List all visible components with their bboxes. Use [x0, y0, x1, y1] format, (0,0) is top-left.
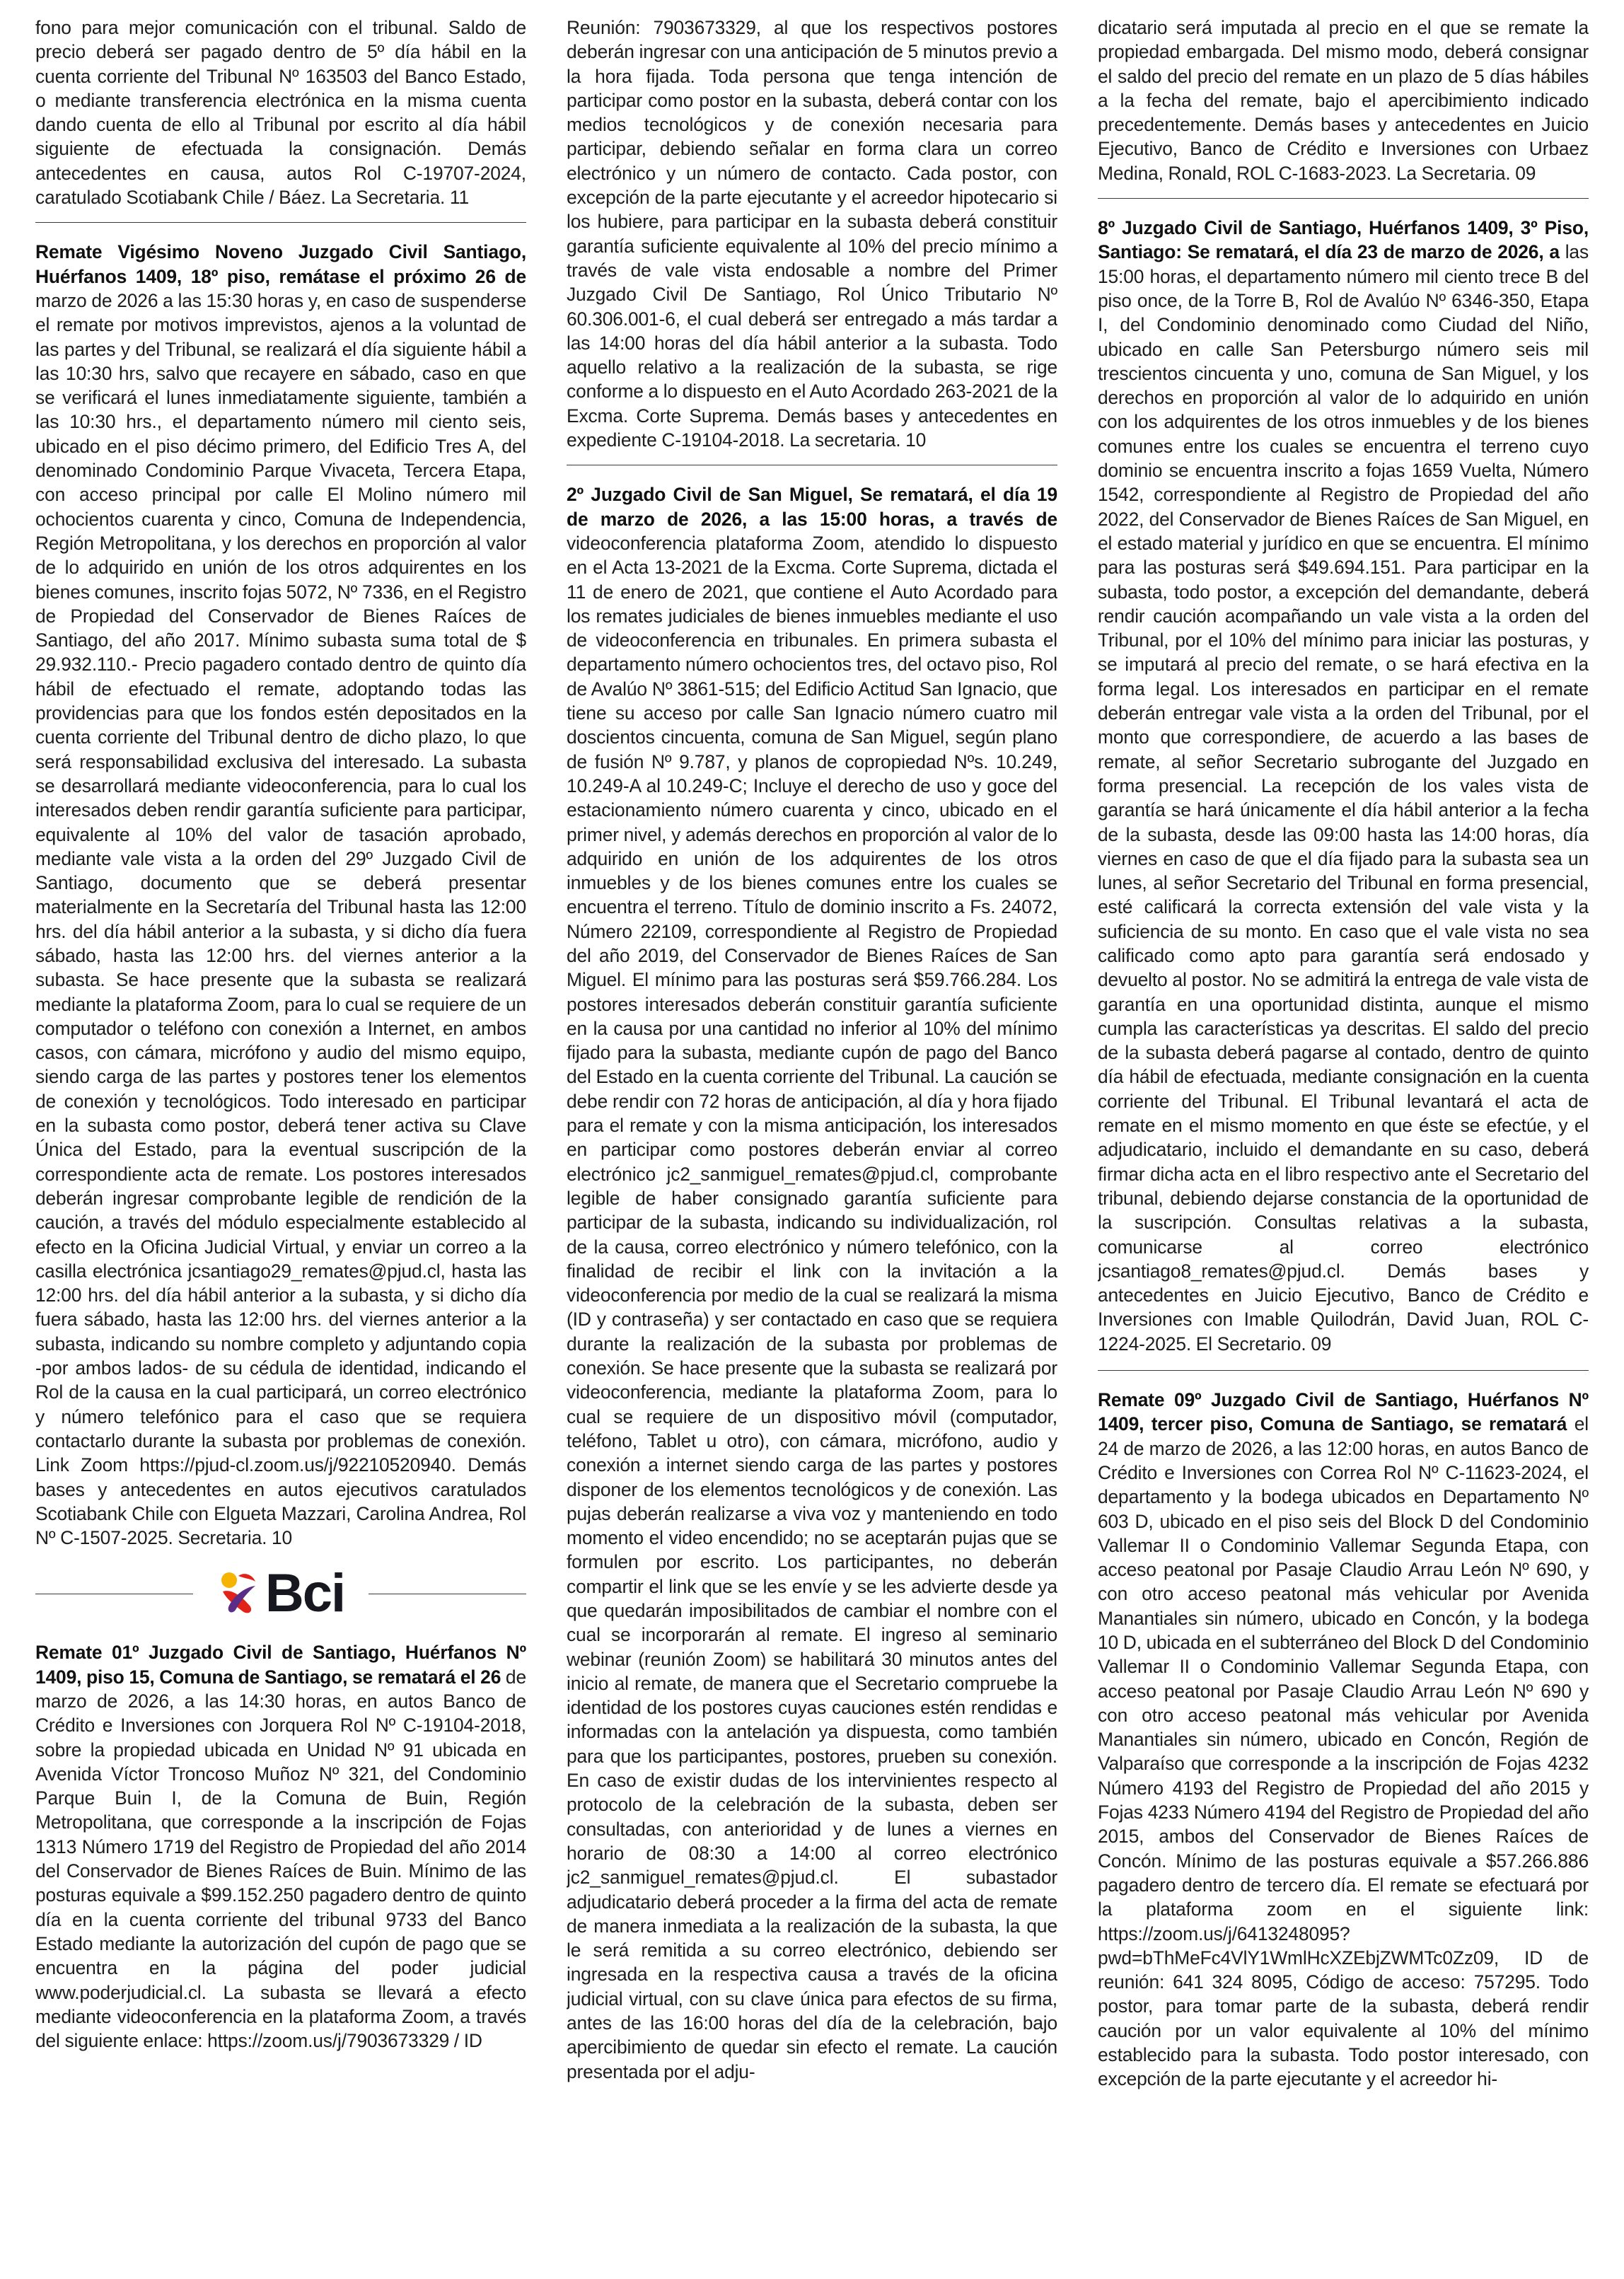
notice-2-juzgado-san-miguel [567, 482, 1057, 2084]
notice-continuation [35, 16, 526, 209]
notice-body: fono para mejor comunicación con el tribunal. Saldo de precio deberá ser pagado dentro de 5º día hábil en la cuenta corriente del Tribunal Nº 163503 del Banco Estado, o mediante transferencia electrónica en la misma cuenta dando cuenta de ello al Tribunal por escrito al día hábil siguiente de efectuada la consignación. Demás antecedentes en causa, autos Rol C-19707-2024, caratulado Scotiabank Chile / Báez. La Secretaria. 11 [35, 17, 526, 209]
notice-continuation [567, 16, 1057, 452]
notice-8-juzgado [1098, 216, 1589, 1356]
bci-logo [217, 1563, 345, 1624]
notice-lead: Remate 01º Juzgado Civil de Santiago, Huérfanos Nº 1409, piso 15, Comuna de Santiago, se rematará el 26 [35, 1642, 526, 1688]
bci-emblem-icon [217, 1570, 261, 1617]
notice-divider [1098, 198, 1589, 199]
advertiser-logo-band [35, 1560, 526, 1628]
notice-body: las 15:00 horas, el departamento número mil ciento trece B del piso once, de la Torre B, Rol de Avalúo Nº 6346-350, Etapa I, del Condominio denominado como Ciudad del Niño, ubicado en calle San Petersburgo número seis mil trescientos cincuenta y uno, comuna de San Miguel, y los derechos en proporción al valor de lo adquirido en unión con los adquirentes de los otros inmuebles y de los bienes comunes entre los cuales se encuentra el terreno cuyo dominio se encuentra inscrito a fojas 1659 Vuelta, Número 1542, correspondiente al Registro de Propiedad del año 2022, del Conservador de Bienes Raíces de San Miguel, en el estado material y jurídico en que se encuentra. El mínimo para las posturas será $49.694.151. Para participar en la subasta, todo postor, a excepción del demandante, deberá rendir caución acompañando un vale vista a la orden del Tribunal, por el 10% del mínimo para iniciar las posturas, y se imputará al precio del remate, o se hará efectiva en la forma legal. Los interesados en participar en el remate deberán entregar vale vista a la orden del Tribunal, por el monto que correspondiere, de acuerdo a las bases de remate, al señor Secretario subrogante del Juzgado en forma presencial. La recepción de los vales vista de garantía se hará únicamente el día hábil anterior a la fecha de la subasta, desde las 09:00 hasta las 14:00 horas, día viernes en caso de que el día fijado para la subasta sea un lunes, al señor Secretario del Tribunal en forma presencial, esté calificará la correcta extensión del vale vista y la suficiencia de su monto. En caso que el vale vista no sea calificado como apto para garantía será endosado y devuelto al postor. No se admitirá la entrega de vale vista de garantía en una oportunidad distinta, aunque el mismo cumpla las características ya descritas. El saldo del precio de la subasta deberá pagarse al contado, dentro de quinto día hábil de efectuada, mediante consignación en la cuenta corriente del Tribunal. El Tribunal levantará el acta de remate en el mismo momento en que éste se efectúe, y el adjudicatario, incluido el demandante en su caso, deberá firmar dicha acta en el libro respectivo ante el Secretario del tribunal, debiendo dejarse constancia de la oportunidad de la suscripción. Consultas relativas a la subasta, comunicarse al correo electrónico jcsantiago8_remates@pjud.cl. Demás bases y antecedentes en Juicio Ejecutivo, Banco de Crédito e Inversiones con Imable Quilodrán, David Juan, ROL C-1224-2025. El Secretario. 09 [1098, 241, 1589, 1355]
notice-continuation [1098, 16, 1589, 185]
notice-body: de marzo de 2026, a las 14:30 horas, en autos Banco de Crédito e Inversiones con Jorquera Rol Nº C-19104-2018, sobre la propiedad ubicada en Unidad Nº 91 ubicada en Avenida Víctor Troncoso Muñoz Nº 321, del Condominio Parque Buin I, de la Comuna de Buin, Región Metropolitana, que corresponde a la inscripción de Fojas 1313 Número 1719 del Registro de Propiedad del año 2014 del Conservador de Bienes Raíces de Buin. Mínimo de las posturas equivale a $99.152.250 pagadero dentro de quinto día en la cuenta corriente del tribunal 9733 del Banco Estado mediante la autorización del cupón de pago que se encuentra en la página del poder judicial www.poderjudicial.cl. La subasta se llevará a efecto mediante videoconferencia en la plataforma Zoom, a través del siguiente enlace: https://zoom.us/j/7903673329 / ID [35, 1666, 526, 2052]
newspaper-page [35, 16, 1589, 2265]
notice-divider [35, 222, 526, 223]
notice-divider [1098, 1370, 1589, 1371]
notice-body: marzo de 2026 a las 15:30 horas y, en caso de suspenderse el remate por motivos imprevistos, ajenos a la voluntad de las partes y del Tribunal, se realizará el día siguiente hábil a las 10:30 hrs, salvo que recayere en sábado, caso en que se verificará el lunes inmediatamente siguiente, también a las 10:30 hrs., el departamento número mil ciento seis, ubicado en el piso décimo primero, del Edificio Tres A, del denominado Condominio Parque Vivaceta, Tercera Etapa, con acceso principal por calle El Molino número mil ochocientos cuarenta y cinco, Comuna de Independencia, Región Metropolitana, y los derechos en proporción al valor de lo adquirido en unión de los otros adquirentes en los bienes comunes, inscrito fojas 5072, Nº 7336, en el Registro de Propiedad del Conservador de Bienes Raíces de Santiago, del año 2017. Mínimo subasta suma total de $ 29.932.110.- Precio pagadero contado dentro de quinto día hábil de efectuado el remate, adoptando todas las providencias para que los fondos estén depositados en la cuenta corriente del Tribunal dentro de dicho plazo, lo que será responsabilidad exclusiva del interesado. La subasta se desarrollará mediante videoconferencia, para lo cual los interesados deben rendir garantía suficiente para participar, equivalente al 10% del valor de tasación aprobado, mediante vale vista a la orden del 29º Juzgado Civil de Santiago, documento que se deberá presentar materialmente en la Secretaría del Tribunal hasta las 12:00 hrs. del día hábil anterior a la subasta, y si dicho día fuera sábado, hasta las 12:00 hrs. del viernes anterior a la subasta. Se hace presente que la subasta se realizará mediante la plataforma Zoom, para lo cual se requiere de un computador o teléfono con conexión a Internet, en ambos casos, con cámara, micrófono y audio del mismo equipo, siendo carga de las partes y postores tener los elementos de conexión y tecnológicos. Todo interesado en participar en la subasta como postor, deberá tener activa su Clave Única del Estado, para la eventual suscripción de la correspondiente acta de remate. Los postores interesados deberán ingresar comprobante legible de rendición de la caución, a través del módulo especialmente establecido al efecto en la Oficina Judicial Virtual, y enviar un correo a la casilla electrónica jcsantiago29_remates@pjud.cl, hasta las 12:00 hrs. del día hábil anterior a la subasta, y si dicho día fuera sábado, hasta las 12:00 hrs. del viernes anterior a la subasta, indicando su nombre completo y adjuntando copia -por ambos lados- de su cédula de identidad, indicando el Rol de la causa en la cual participará, un correo electrónico y número telefónico para el caso que se requiera contactarlo durante la subasta por problemas de conexión. Link Zoom https://pjud-cl.zoom.us/j/92210520940. Demás bases y antecedentes en autos ejecutivos caratulados Scotiabank Chile con Elgueta Mazzari, Carolina Andrea, Rol Nº C-1507-2025. Secretaria. 10 [35, 289, 526, 1549]
notice-lead: 8º Juzgado Civil de Santiago, Huérfanos 1409, 3º Piso, Santiago: Se rematará, el día 23 de marzo de 2026, a [1098, 217, 1589, 263]
notice-lead: Remate Vigésimo Noveno Juzgado Civil Santiago, Huérfanos 1409, 18º piso, remátase el próximo 26 de [35, 241, 526, 287]
notice-01-juzgado [35, 1640, 526, 2053]
notice-body: Reunión: 7903673329, al que los respectivos postores deberán ingresar con una anticipación de 5 minutos previo a la hora fijada. Toda persona que tenga intención de participar como postor en la subasta, deberá contar con los medios tecnológicos y de conexión necesaria para participar, debiendo señalar en forma clara un correo electrónico y un número de contacto. Cada postor, con excepción de la parte ejecutante y el acreedor hipotecario si los hubiere, para participar en la subasta deberá constituir garantía suficiente equivalente al 10% del precio mínimo a través de vale vista endosable a nombre del Primer Juzgado Civil De Santiago, Rol Único Tributario Nº 60.306.001-6, el cual deberá ser entregado a más tardar a las 14:00 horas del día hábil anterior a la subasta. Todo aquello relativo a la realización de la subasta, se rige conforme a lo dispuesto en el Auto Acordado 263-2021 de la Excma. Corte Suprema. Demás bases y antecedentes en expediente C-19104-2018. La secretaria. 10 [567, 17, 1057, 451]
column-1 [35, 16, 526, 2265]
notice-lead: Remate 09º Juzgado Civil de Santiago, Huérfanos Nº 1409, tercer piso, Comuna de Santiago, se rematará [1098, 1389, 1589, 1435]
column-2 [567, 16, 1057, 2265]
notice-09-juzgado [1098, 1388, 1589, 2092]
bci-wordmark: Bci [265, 1563, 345, 1624]
notice-body: el 24 de marzo de 2026, a las 12:00 horas, en autos Banco de Crédito e Inversiones con Correa Rol Nº C-11623-2024, el departamento y la bodega ubicados en Departamento Nº 603 D, ubicado en el piso seis del Block D del Condominio Vallemar II o Condominio Vallemar Segunda Etapa, con acceso peatonal por Pasaje Claudio Arrau León Nº 690, y con otro acceso peatonal más vehicular por Avenida Manantiales sin número, ubicado en Concón, y la bodega 10 D, ubicada en el subterráneo del Block D del Condominio Vallemar II o Condominio Vallemar Segunda Etapa, con acceso peatonal por Pasaje Claudio Arrau León Nº 690 y con otro acceso peatonal más vehicular por Avenida Manantiales sin número, ubicado en Concón, Región de Valparaíso que corresponde a la inscripción de Fojas 4232 Número 4193 del Registro de Propiedad del año 2015 y Fojas 4233 Número 4194 del Registro de Propiedad del año 2015, ambos del Conservador de Bienes Raíces de Concón. Mínimo de las posturas equivale a $57.266.886 pagadero dentro de tercero día. El remate se efectuará por la plataforma zoom en el siguiente link: https://zoom.us/j/6413248095?pwd=bThMeFc4VlY1WmlHcXZEbjZWMTc0Zz09, ID de reunión: 641 324 8095, Código de acceso: 757295. Todo postor, para tomar parte de la subasta, deberá rendir caución por un valor equivalente al 10% del mínimo establecido para la subasta. Todo postor interesado, con excepción de la parte ejecutante y el acreedor hi- [1098, 1413, 1589, 2090]
column-3 [1098, 16, 1589, 2265]
notice-body: videoconferencia plataforma Zoom, atendido lo dispuesto en el Acta 13-2021 de la Excma. Corte Suprema, dictada el 11 de enero de 2021, que contiene el Auto Acordado para los remates judiciales de bienes inmuebles mediante el uso de videoconferencia en tribunales. En primera subasta el departamento número ochocientos tres, del octavo piso, Rol de Avalúo Nº 3861-515; del Edificio Actitud San Ignacio, que tiene su acceso por calle San Ignacio número cuatro mil doscientos cincuenta, comuna de San Miguel, según plano de fusión Nº 9.787, y planos de copropiedad Nºs. 10.249, 10.249-A al 10.249-C; Incluye el derecho de uso y goce del estacionamiento número cuarenta y cinco, ubicado en el primer nivel, y además derechos en proporción al valor de lo adquirido en unión de los adquirentes de los otros inmuebles y de los bienes comunes entre los cuales se encuentra el terreno. Título de dominio inscrito a Fs. 24072, Número 22109, correspondiente al Registro de Propiedad del año 2019, del Conservador de Bienes Raíces de San Miguel. El mínimo para las posturas será $59.766.284. Los postores interesados deberán constituir garantía suficiente en la causa por una cantidad no inferior al 10% del mínimo fijado para la subasta, mediante cupón de pago del Banco del Estado en la cuenta corriente del Tribunal. La caución se debe rendir con 72 horas de anticipación, al día y hora fijado para el remate y con la misma anticipación, los interesados en participar como postores deberán enviar al correo electrónico jc2_sanmiguel_remates@pjud.cl, comprobante legible de haber consignado garantía suficiente para participar de la subasta, indicando su individualización, rol de la causa, correo electrónico y número telefónico, con la finalidad de recibir el link con la invitación a la videoconferencia por medio de la cual se realizará la misma (ID y contraseña) y ser contactado en caso que se requiera durante la realización de la subasta por problemas de conexión. Se hace presente que la subasta se realizará por videoconferencia, mediante la plataforma Zoom, para lo cual se requiere de un dispositivo móvil (computador, teléfono, Tablet u otro), con cámara, micrófono, audio y conexión a internet siendo carga de las partes y postores disponer de los elementos tecnológicos y de conexión. Las pujas deberán realizarse a viva voz y manteniendo en todo momento el video encendido; no se aceptarán pujas que se formulen por escrito. Los participantes, no deberán compartir el link que se les envíe y se les advierte desde ya que quedarán imposibilitados de cambiar el nombre con el cual se incorporarán al remate. El ingreso al seminario webinar (reunión Zoom) se habilitará 30 minutos antes del inicio al remate, de manera que el Secretario compruebe la identidad de los postores cuyas cauciones estén rendidas e informadas con la antelación ya dispuesta, como también para que los participantes, postores, prueben su conexión. En caso de existir dudas de los intervinientes respecto al protocolo de la celebración de la subasta, deben ser consultadas, con anterioridad y de lunes a viernes en horario de 08:30 a 14:00 al correo electrónico jc2_sanmiguel_remates@pjud.cl. El subastador adjudicatario deberá proceder a la firma del acta de remate de manera inmediata a la realización de la subasta, la que le será remitida a su correo electrónico, debiendo ser ingresada en la respectiva causa a través de la oficina judicial virtual, con su clave única para efectos de su firma, antes de las 16:00 horas del día de la celebración, bajo apercibimiento de quedar sin efecto el remate. La caución presentada por el adju- [567, 532, 1057, 2082]
notice-29-juzgado [35, 240, 526, 1550]
notice-lead: 2º Juzgado Civil de San Miguel, Se rematará, el día 19 de marzo de 2026, a las 15:00 horas, a través de [567, 484, 1057, 530]
notice-body: dicatario será imputada al precio en el que se remate la propiedad embargada. Del mismo modo, deberá consignar el saldo del precio del remate en un plazo de 5 días hábiles a la fecha del remate, bajo el apercibimiento indicado precedentemente. Demás bases y antecedentes en Juicio Ejecutivo, Banco de Crédito e Inversiones con Urbaez Medina, Ronald, ROL C-1683-2023. La Secretaria. 09 [1098, 17, 1589, 184]
